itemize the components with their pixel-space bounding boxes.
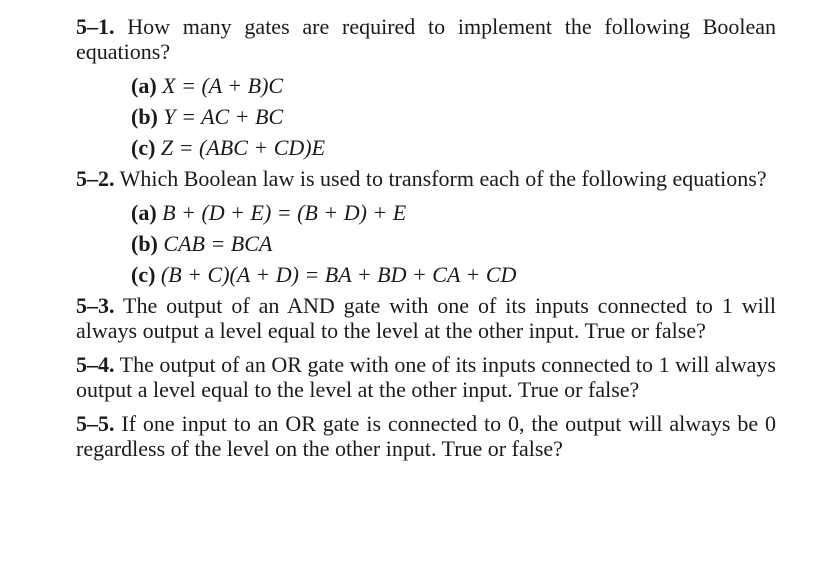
problem-5-3 [76, 293, 776, 343]
part-b [131, 104, 776, 129]
part-c [131, 262, 776, 287]
part-a [131, 73, 776, 98]
part-label: (a) [131, 73, 157, 98]
problem-5-1 [76, 14, 776, 64]
equation: B + (D + E) = (B + D) + E [162, 200, 407, 225]
problem-text: The output of an AND gate with one of its inputs connected to 1 will always output a level equal to the level at the other input. True or false? [76, 293, 776, 343]
part-label: (b) [131, 231, 158, 256]
equation: Z = (ABC + CD)E [160, 135, 326, 160]
problem-number: 5–2. [76, 166, 115, 191]
problem-list [76, 14, 776, 461]
part-label: (c) [131, 135, 156, 160]
part-label: (b) [131, 104, 158, 129]
part-label: (a) [131, 200, 157, 225]
part-c [131, 135, 776, 160]
equation: X = (A + B)C [162, 73, 284, 98]
problem-number: 5–4. [76, 352, 115, 377]
equation: Y = AC + BC [163, 104, 284, 129]
problem-number: 5–1. [76, 14, 115, 39]
problem-text: Which Boolean law is used to transform each of the following equations? [119, 166, 767, 191]
problem-5-2 [76, 166, 776, 191]
problem-text: How many gates are required to implement the following Boolean equations? [76, 14, 777, 64]
part-a [131, 200, 776, 225]
part-label: (c) [131, 262, 156, 287]
problem-5-2-parts [131, 200, 776, 287]
equation: CAB = BCA [163, 231, 273, 256]
problem-5-1-parts [131, 73, 776, 160]
problem-number: 5–3. [76, 293, 115, 318]
equation: (B + C)(A + D) = BA + BD + CA + CD [160, 262, 517, 287]
problem-5-5 [76, 411, 776, 461]
problem-number: 5–5. [76, 411, 115, 436]
problem-text: If one input to an OR gate is connected to 0, the output will always be 0 regardless of the level on the other input. True or false? [76, 411, 776, 461]
part-b [131, 231, 776, 256]
problem-text: The output of an OR gate with one of its inputs connected to 1 will always output a level equal to the level at the other input. True or false? [76, 352, 776, 402]
problem-5-4 [76, 352, 776, 402]
